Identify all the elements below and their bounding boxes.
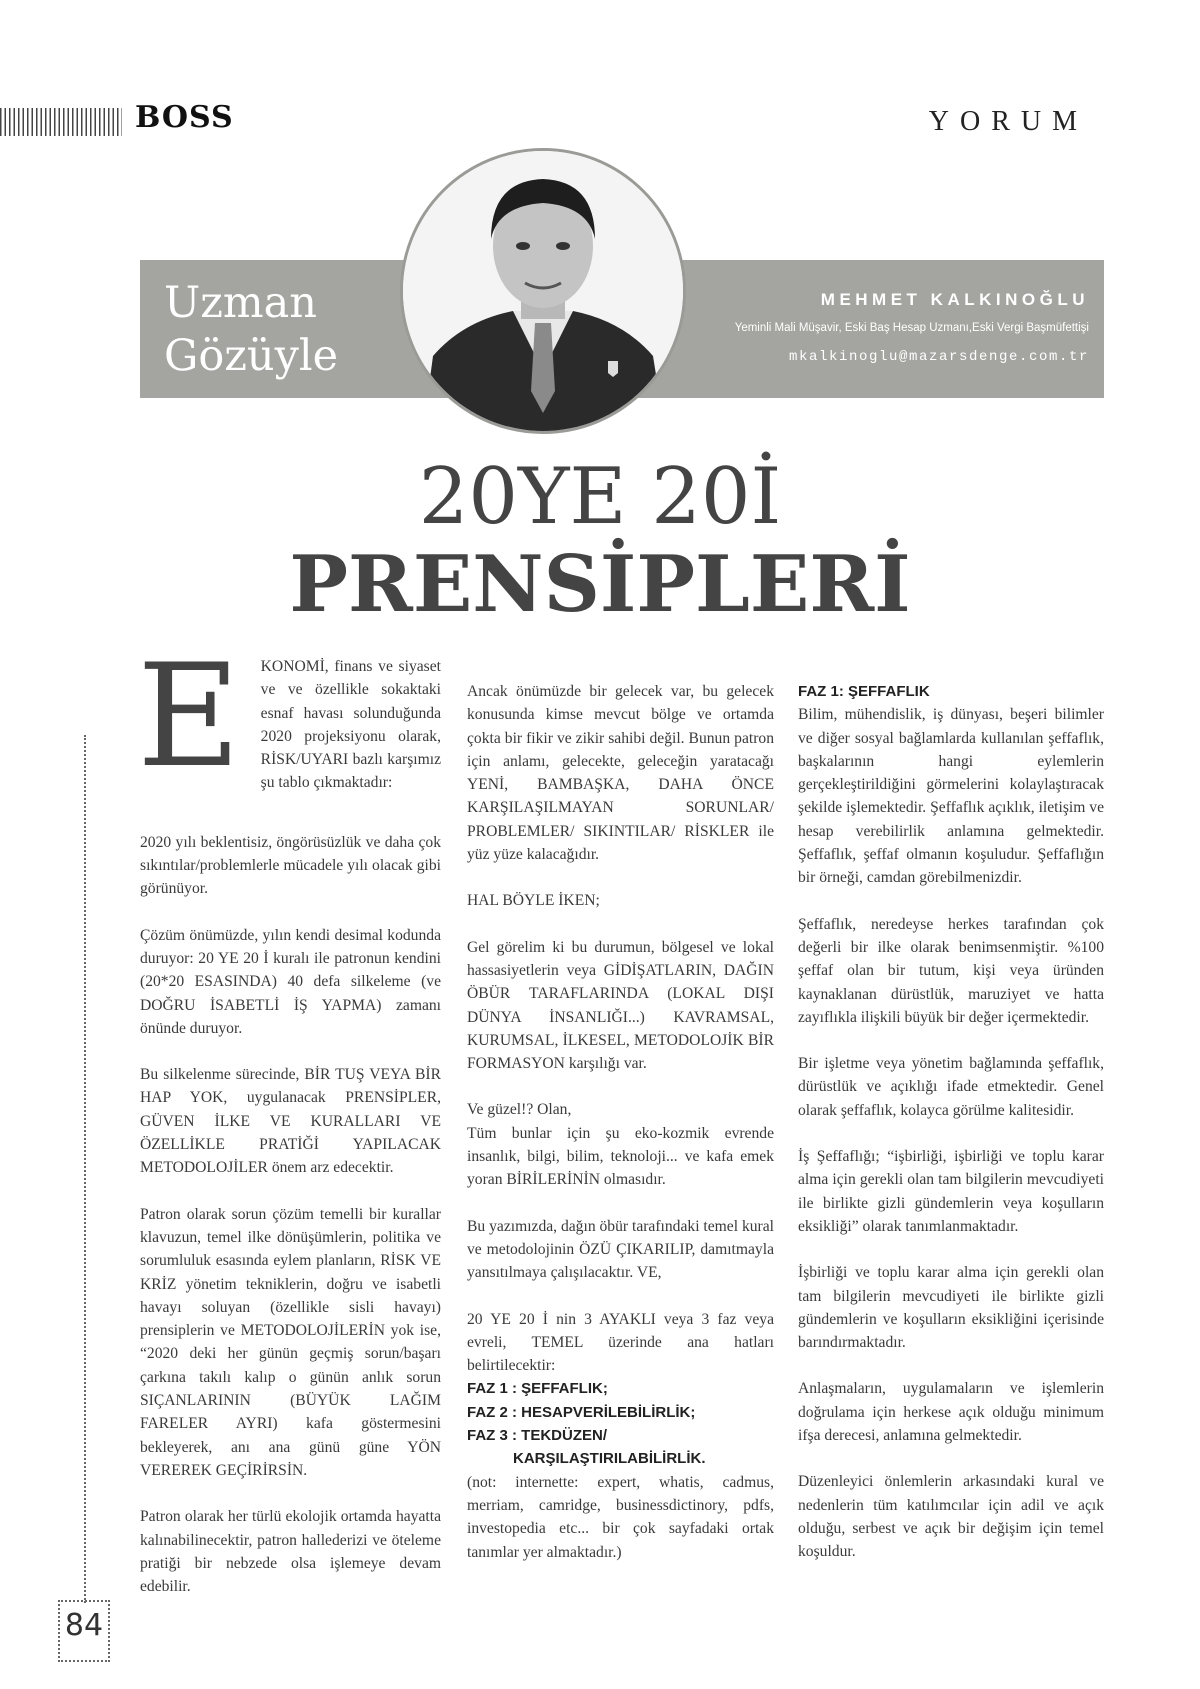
portrait-illustration: [403, 151, 683, 431]
article-column-3: [798, 680, 1104, 1587]
author-portrait: [400, 148, 686, 434]
section-label: YORUM: [928, 106, 1088, 137]
paragraph: Bu silkelenme sürecinde, BİR TUŞ VEYA BİR HAP YOK, uygulanacak PRENSİPLER, GÜVEN İLKE VE KURALLARI VE ÖZELLİKLE PRATİĞİ YAPILACAK METODOLOJİLER önem arz edecektir.: [140, 1066, 441, 1177]
magazine-logo: BOSS: [135, 100, 234, 135]
phase-item: KARŞILAŞTIRILABİLİRLİK.: [513, 1450, 706, 1468]
page-number: 84: [64, 1608, 104, 1643]
paragraph: Anlaşmaların, uygulamaların ve işlemlerin doğrulama için herkese açık olduğu minimum ifşa derecesi, anlamına gelmektedir.: [798, 1380, 1104, 1445]
phase-item: FAZ 1 : ŞEFFAFLIK;: [467, 1380, 608, 1398]
page-margin-rule: [84, 735, 86, 1603]
paragraph: 2020 yılı beklentisiz, öngörüsüzlük ve daha çok sıkıntılar/problemlerle mücadele yılı olacak gibi görünüyor.: [140, 833, 441, 898]
column-title: [164, 277, 338, 383]
phase-item: FAZ 3 : TEKDÜZEN/: [467, 1427, 608, 1445]
column-title-line1: Uzman: [164, 278, 317, 328]
author-role: Yeminli Mali Müşavir, Eski Baş Hesap Uzmanı,Eski Vergi Başmüfettişi: [734, 322, 1089, 334]
column-title-line2: Gözüyle: [164, 331, 339, 381]
barcode-decoration: [0, 108, 122, 136]
paragraph: Patron olarak sorun çözüm temelli bir kurallar klavuzun, temel ilke dönüşümlerin, politika ve sorumluluk esasında eylem planların, RİSK VE KRİZ yönetim tekniklerin, doğru ve isabetli havayı soluyan (özellikle sisli havayı) prensiplerin ve METODOLOJİLERİN yok ise, “2020 deki her günün geçmiş sorun/başarı çarkına takılı kalıp o günün anlık sorun SIÇANLARININ (BÜYÜK LAĞIM FARELER AYRI) kafa göstermesini bekleyerek, anı ana günü güne YÖN VEREREK GEÇİRİRSİN.: [140, 1205, 441, 1479]
drop-cap: E: [137, 634, 241, 799]
paragraph: Çözüm önümüzde, yılın kendi desimal kodunda duruyor: 20 YE 20 İ kuralı ile patronun kendini (20*20 ESASINDA) 40 defa silkeleme (ve DOĞRU İSABETLİ İŞ YAPMA) zamanı önünde duruyor.: [140, 926, 441, 1037]
paragraph: Düzenleyici önlemlerin arkasındaki kural ve nedenlerin tüm katılımcılar için adil ve açık olduğu, serbest ve açık bir değişim için temel koşuldur.: [798, 1473, 1104, 1561]
article-column-2: [467, 680, 774, 1587]
author-name: MEHMET KALKINOĞLU: [820, 290, 1089, 309]
paragraph: HAL BÖYLE İKEN;: [467, 892, 600, 910]
paragraph: Bu yazımızda, dağın öbür tarafındaki temel kural ve metodolojinin ÖZÜ ÇIKARILIP, damıtmayla yansıtılmaya çalışılacaktır. VE,: [467, 1217, 775, 1282]
paragraph: Bir işletme veya yönetim bağlamında şeffaflık, dürüstlük ve açıklığı ifade etmektedir. Genel olarak şeffaflık, kolayca görülme kalitesidir.: [798, 1055, 1104, 1119]
paragraph-line: Tüm bunlar için şu eko-kozmik evrende insanlık, bilgi, bilim, teknoloji... ve kafa emek yoran BİRİLERİNİN olmasıdır.: [467, 1124, 774, 1189]
paragraph-line: Ve güzel!? Olan,: [467, 1101, 572, 1119]
phase-list: [467, 1377, 774, 1470]
paragraph: [467, 1098, 774, 1191]
author-email: mkalkinoglu@mazarsdenge.com.tr: [788, 349, 1089, 365]
headline-line1: 20YE 20İ: [418, 452, 782, 542]
lead-paragraph: KONOMİ, finans ve siyaset ve ve özellikle sokaktaki esnaf havası solunduğunda 2020 projeksiyonu olarak, RİSK/UYARI bazlı karşımız şu tablo çıkmaktadır:: [260, 658, 441, 792]
paragraph: Şeffaflık, neredeyse herkes tarafından çok değerli bir ilke olarak benimsenmiştir. %100 şeffaf olan bir tutum, kişi veya üründen kaynaklanan dürüstlük, maruziyet ve hatta zayıflıkla ilişkili büyük bir değer içermektedir.: [798, 915, 1104, 1026]
headline-line2: PRENSİPLERİ: [289, 539, 911, 630]
article-column-1: [137, 634, 441, 1621]
paragraph: Gel görelim ki bu durumun, bölgesel ve lokal hassasiyetlerin veya GİDİŞATLARIN, DAĞIN ÖBÜR TARAFLARINDA (LOKAL DIŞI DÜNYA İNSANLIĞI...) KAVRAMSAL, KURUMSAL, İLKESEL, METODOLOJİK BİR FORMASYON karşılığı var.: [467, 938, 774, 1073]
phase-item: FAZ 2 : HESAPVERİLEBİLİRLİK;: [467, 1403, 696, 1421]
paragraph: İş Şeffaflığı; “işbirliği, işbirliği ve toplu karar alma için gerekli olan tam bilgilerin mevcudiyeti ile birlikte gizli gündemlerin veya koşulların eksikliği” olarak tanımlanmaktadır.: [798, 1148, 1104, 1235]
paragraph: 20 YE 20 İ nin 3 AYAKLI veya 3 faz veya evreli, TEMEL üzerinde ana hatları belirtilecektir:: [467, 1310, 774, 1375]
source-note: (not: internette: expert, whatis, cadmus, merriam, camridge, businessdictinory, pdfs, investopedia etc... bir çok sayfadaki ortak tanımlar yer almaktadır.): [467, 1473, 774, 1561]
paragraph: İşbirliği ve toplu karar alma için gerekli olan tam bilgilerin mevcudiyeti ile birlikte gizli gündemlerin ve koşulların eksikliğini içerisinde barındırmaktadır.: [798, 1264, 1104, 1352]
paragraph: Patron olarak her türlü ekolojik ortamda hayatta kalınabilinecektir, patron hallederizi ve öteleme pratiği bir nebzede olsa işlemeye devam edebilir.: [140, 1508, 441, 1596]
section-heading: FAZ 1: ŞEFFAFLIK: [798, 683, 930, 700]
paragraph: Bilim, mühendislik, iş dünyası, beşeri bilimler ve diğer sosyal bağlamlarda kullanılan şeffaflık, başkalarının hangi eylemlerin gerçekleştirildiğini görmelerini kolaylaştıracak şekilde işlemektedir. Şeffaflık açıklık, iletişim ve hesap verebilirlik anlamına gelmektedir. Şeffaflık, şeffaf olmanın koşuludur. Şeffaflığın bir örneği, camdan görebilmenizdir.: [798, 706, 1104, 887]
paragraph: Ancak önümüzde bir gelecek var, bu gelecek konusunda kimse mevcut bölge ve ortamda çokta bir fikir ve zikir sahibi değil. Bunun patron için anlamı, gelecekte, geleceğin yaratacağı YENİ, BAMBAŞKA, DAHA ÖNCE KARŞILAŞILMAYAN SORUNLAR/ PROBLEMLER/ SIKINTILAR/ RİSKLER ile yüz yüze kalacağıdır.: [467, 683, 774, 864]
